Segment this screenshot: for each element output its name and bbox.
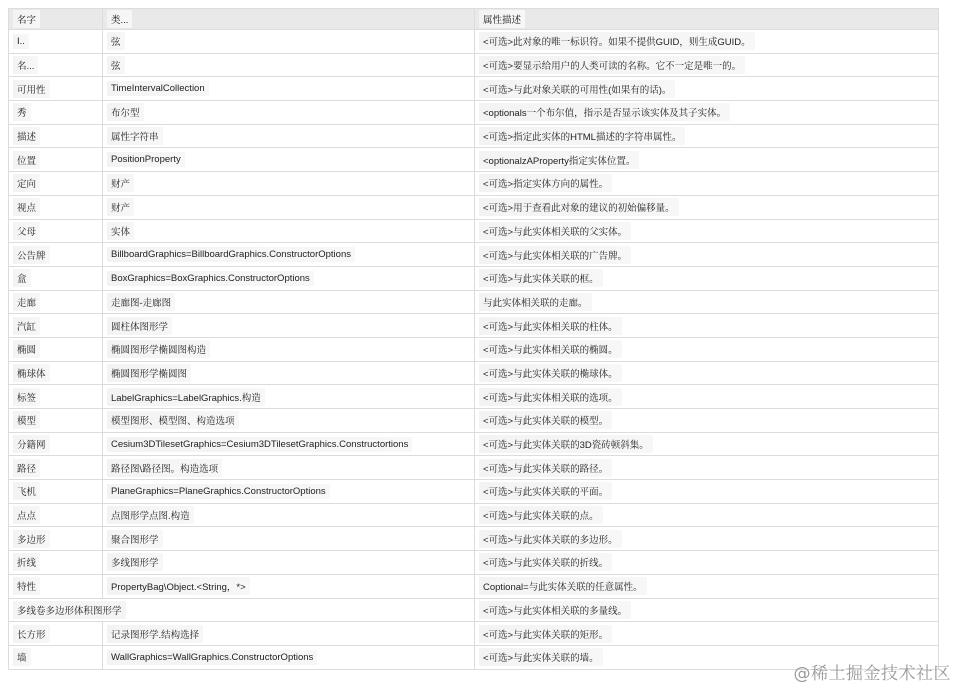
row-name: 长方形 — [13, 625, 50, 643]
row-name-cell — [9, 77, 103, 101]
row-name-cell — [9, 337, 103, 361]
row-desc: <可选>与此实体关联的多边形。 — [479, 530, 622, 548]
row-name-cell — [9, 574, 103, 598]
row-desc: <可选>与此实体关联的矩形。 — [479, 625, 612, 643]
row-type-cell — [103, 266, 475, 290]
row-desc: <可选>指定此实体的HTML描述的字符串属性。 — [479, 127, 685, 145]
row-name: 名... — [13, 56, 38, 74]
row-desc-cell — [475, 53, 939, 77]
row-name-cell — [9, 551, 103, 575]
row-name-cell — [9, 456, 103, 480]
header-desc — [475, 9, 939, 30]
row-type: 财产 — [107, 174, 134, 192]
row-desc: <optionals一个布尔值，指示是否显示该实体及其子实体。 — [479, 103, 730, 121]
table-row — [9, 77, 939, 101]
row-type-cell — [103, 409, 475, 433]
row-type: BoxGraphics=BoxGraphics.ConstructorOptions — [107, 271, 314, 286]
row-type: 椭圆图形学椭圆图 — [107, 364, 191, 382]
row-type: 圆柱体图形学 — [107, 317, 172, 335]
row-desc-cell — [475, 622, 939, 646]
table-row — [9, 124, 939, 148]
row-type: 记录图形学.结构选择 — [107, 625, 203, 643]
row-name: 分籍网 — [13, 435, 50, 453]
row-type-cell — [103, 503, 475, 527]
table-row — [9, 432, 939, 456]
row-type-cell — [103, 77, 475, 101]
row-desc: <可选>与此实体关联的3D瓷砖顿斜集。 — [479, 435, 653, 453]
row-name: 描述 — [13, 127, 40, 145]
row-name-cell — [9, 503, 103, 527]
row-type: WallGraphics=WallGraphics.ConstructorOptions — [107, 650, 317, 665]
row-desc-cell — [475, 480, 939, 504]
row-type: 弦 — [107, 32, 125, 50]
row-name: 标签 — [13, 388, 40, 406]
header-row — [9, 9, 939, 30]
row-type-cell — [103, 456, 475, 480]
row-name-cell — [9, 432, 103, 456]
row-desc-cell — [475, 101, 939, 125]
row-name-cell — [9, 101, 103, 125]
row-desc-cell — [475, 30, 939, 54]
table-row — [9, 219, 939, 243]
row-desc: <可选>与此实体相关联的多量线。 — [479, 601, 631, 619]
row-name: 公告牌 — [13, 246, 50, 264]
table-row — [9, 53, 939, 77]
row-desc: <可选>用于查看此对象的建议的初始偏移量。 — [479, 198, 679, 216]
row-type-cell — [103, 622, 475, 646]
row-type: PositionProperty — [107, 152, 185, 167]
row-name: 椭圆 — [13, 340, 40, 358]
table-row — [9, 30, 939, 54]
row-desc: <optionalzAProperty指定实体位置。 — [479, 151, 639, 169]
row-type-cell — [103, 314, 475, 338]
row-name-cell — [9, 645, 103, 669]
row-name-cell — [9, 622, 103, 646]
row-name-cell — [9, 314, 103, 338]
row-name-cell — [9, 266, 103, 290]
row-type-cell — [103, 53, 475, 77]
table-row — [9, 290, 939, 314]
row-desc-cell — [475, 195, 939, 219]
row-desc-cell — [475, 124, 939, 148]
row-name-cell — [9, 124, 103, 148]
row-desc-cell — [475, 219, 939, 243]
row-desc-cell — [475, 456, 939, 480]
row-name-cell — [9, 598, 475, 622]
row-desc: <可选>与此实体相关联的父实体。 — [479, 222, 631, 240]
row-type: 多线图形学 — [107, 553, 163, 571]
row-type-cell — [103, 480, 475, 504]
header-type-label: 类... — [107, 10, 132, 28]
row-type-cell — [103, 148, 475, 172]
row-desc-cell — [475, 77, 939, 101]
table-row — [9, 266, 939, 290]
row-name-cell — [9, 30, 103, 54]
row-type: 点图形学点图.构造 — [107, 506, 194, 524]
row-type-cell — [103, 361, 475, 385]
row-name-cell — [9, 361, 103, 385]
row-desc: 与此实体相关联的走廊。 — [479, 293, 592, 311]
table-row — [9, 622, 939, 646]
row-type-cell — [103, 219, 475, 243]
row-name: 飞机 — [13, 482, 40, 500]
row-type: PlaneGraphics=PlaneGraphics.ConstructorOptions — [107, 484, 330, 499]
row-type: 属性字符串 — [107, 127, 163, 145]
row-desc: <可选>此对象的唯一标识符。如果不提供GUID，则生成GUID。 — [479, 32, 755, 50]
row-type-cell — [103, 385, 475, 409]
row-desc-cell — [475, 503, 939, 527]
table-row — [9, 551, 939, 575]
row-name: 秀 — [13, 103, 31, 121]
row-type: 财产 — [107, 198, 134, 216]
row-type-cell — [103, 172, 475, 196]
row-desc: <可选>与此实体关联的平面。 — [479, 482, 612, 500]
row-type: 椭圆图形学椭圆图构造 — [107, 340, 210, 358]
watermark: @稀土掘金技术社区 — [793, 664, 951, 684]
row-name: 椭球体 — [13, 364, 50, 382]
row-type: 聚合图形学 — [107, 530, 163, 548]
row-name-cell — [9, 195, 103, 219]
row-name: 点点 — [13, 506, 40, 524]
row-type: 模型图形、模型图、构造选项 — [107, 411, 239, 429]
row-desc-cell — [475, 385, 939, 409]
row-desc: <可选>与此实体关联的椭球体。 — [479, 364, 622, 382]
row-name: 可用性 — [13, 80, 50, 98]
row-name: 汽缸 — [13, 317, 40, 335]
row-type-cell — [103, 243, 475, 267]
row-type-cell — [103, 645, 475, 669]
header-type — [103, 9, 475, 30]
row-desc: <可选>与此对象关联的可用性(如果有的话)。 — [479, 80, 675, 98]
table-row — [9, 243, 939, 267]
row-name-cell — [9, 527, 103, 551]
row-name: 视点 — [13, 198, 40, 216]
row-desc-cell — [475, 409, 939, 433]
row-type: 弦 — [107, 56, 125, 74]
row-name-cell — [9, 409, 103, 433]
row-desc-cell — [475, 314, 939, 338]
row-type-cell — [103, 527, 475, 551]
row-type-cell — [103, 101, 475, 125]
row-name: 父母 — [13, 222, 40, 240]
table-row — [9, 314, 939, 338]
row-desc-cell — [475, 266, 939, 290]
row-desc: <可选>指定实体方向的属性。 — [479, 174, 612, 192]
row-name-cell — [9, 219, 103, 243]
row-name: 模型 — [13, 411, 40, 429]
row-type-cell — [103, 551, 475, 575]
row-type: PropertyBag\Object.<String，*> — [107, 577, 250, 595]
row-type-cell — [103, 30, 475, 54]
row-name-cell — [9, 148, 103, 172]
row-desc: <可选>与此实体相关联的椭圆。 — [479, 340, 622, 358]
table-row — [9, 172, 939, 196]
row-type: TimeIntervalCollection — [107, 81, 209, 96]
table-row — [9, 574, 939, 598]
table-row — [9, 598, 939, 622]
row-type: 走廊图-走廊图 — [107, 293, 175, 311]
row-desc-cell — [475, 337, 939, 361]
row-name: 定向 — [13, 174, 40, 192]
table-row — [9, 101, 939, 125]
row-type: LabelGraphics=LabelGraphics.构造 — [107, 388, 265, 406]
table-body — [9, 30, 939, 670]
row-desc-cell — [475, 527, 939, 551]
table-row — [9, 148, 939, 172]
row-name-cell — [9, 480, 103, 504]
row-name-cell — [9, 172, 103, 196]
row-desc-cell — [475, 243, 939, 267]
row-desc: <可选>要显示给用户的人类可读的名称。它不一定是唯一的。 — [479, 56, 745, 74]
row-name: 盒 — [13, 269, 31, 287]
row-name: 位置 — [13, 151, 40, 169]
row-desc-cell — [475, 361, 939, 385]
table-row — [9, 385, 939, 409]
row-name-cell — [9, 385, 103, 409]
row-name: 特性 — [13, 577, 40, 595]
row-type-cell — [103, 337, 475, 361]
row-desc-cell — [475, 574, 939, 598]
row-name: 墙 — [13, 648, 31, 666]
row-name-cell — [9, 290, 103, 314]
row-type: 布尔型 — [107, 103, 144, 121]
row-desc-cell — [475, 598, 939, 622]
row-name: 走廊 — [13, 293, 40, 311]
row-desc-cell — [475, 551, 939, 575]
row-type: 路径图\路径图。构造选项 — [107, 459, 222, 477]
row-type-cell — [103, 195, 475, 219]
row-type: BillboardGraphics=BillboardGraphics.ConstructorOptions — [107, 247, 355, 262]
row-name: I.. — [13, 34, 29, 49]
table-row — [9, 195, 939, 219]
row-type: 实体 — [107, 222, 134, 240]
row-type-cell — [103, 290, 475, 314]
properties-table — [8, 8, 939, 670]
row-desc-cell — [475, 148, 939, 172]
table-row — [9, 527, 939, 551]
table-row — [9, 409, 939, 433]
row-desc: <可选>与此实体关联的墙。 — [479, 648, 603, 666]
row-type-cell — [103, 124, 475, 148]
row-name-cell — [9, 243, 103, 267]
row-desc: <可选>与此实体关联的折线。 — [479, 553, 612, 571]
table-row — [9, 503, 939, 527]
row-name-cell — [9, 53, 103, 77]
row-desc-cell — [475, 172, 939, 196]
header-name-label: 名字 — [13, 10, 40, 28]
row-desc: <可选>与此实体相关联的选项。 — [479, 388, 622, 406]
row-name: 路径 — [13, 459, 40, 477]
row-name: 多线卷多边形体积图形学 — [13, 601, 126, 619]
row-desc: <可选>与此实体关联的点。 — [479, 506, 603, 524]
row-desc: <可选>与此实体关联的路径。 — [479, 459, 612, 477]
row-desc: <可选>与此实体关联的框。 — [479, 269, 603, 287]
row-type-cell — [103, 432, 475, 456]
table-row — [9, 337, 939, 361]
row-name: 多边形 — [13, 530, 50, 548]
row-name: 折线 — [13, 553, 40, 571]
row-type-cell — [103, 574, 475, 598]
table-row — [9, 361, 939, 385]
header-desc-label: 属性描述 — [479, 10, 525, 28]
row-desc: Coptional=与此实体关联的任意属性。 — [479, 577, 647, 595]
row-desc: <可选>与此实体关联的模型。 — [479, 411, 612, 429]
table-header — [9, 9, 939, 30]
row-desc: <可选>与此实体相关联的广告牌。 — [479, 246, 631, 264]
header-name — [9, 9, 103, 30]
row-type: Cesium3DTilesetGraphics=Cesium3DTilesetGraphics.Constructortions — [107, 437, 412, 452]
row-desc: <可选>与此实体相关联的柱体。 — [479, 317, 622, 335]
table-row — [9, 456, 939, 480]
row-desc-cell — [475, 432, 939, 456]
table-row — [9, 480, 939, 504]
row-desc-cell — [475, 290, 939, 314]
